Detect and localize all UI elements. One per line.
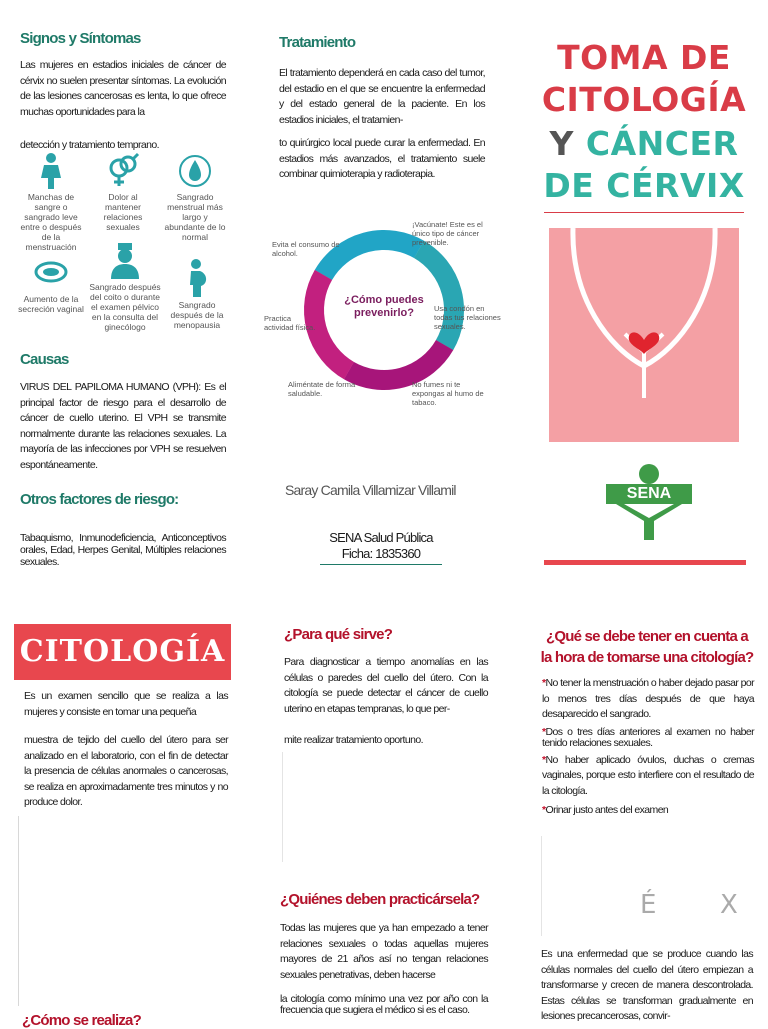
faded-title-letter: X xyxy=(720,890,738,920)
divider xyxy=(320,564,442,565)
org-name: SENA Salud Pública xyxy=(329,530,433,545)
causas-title: Causas xyxy=(20,351,69,368)
citologia-banner: CITOLOGÍA xyxy=(14,624,231,680)
sena-logo xyxy=(606,462,692,542)
symptom-item: Manchas de sangre o sangrado leve entre o después de la menstruación xyxy=(18,152,84,252)
prevention-item: No fumes ni te expongas al humo de tabaco. xyxy=(412,380,484,407)
para-que-title: ¿Para qué sirve? xyxy=(284,626,393,643)
prevention-item: Evita el consumo de alcohol. xyxy=(272,240,340,258)
list-item: *No tener la menstruación o haber dejado pasar por lo menos tres días después de que haya desaparecido el sangrado. xyxy=(542,677,754,720)
prevention-item: ¡Vacúnate! Este es el único tipo de cáncer prevenible. xyxy=(412,220,483,247)
signos-title: Signos y Síntomas xyxy=(20,30,141,47)
list-item: *Orinar justo antes del examen xyxy=(542,804,669,816)
causas-text: VIRUS DEL PAPILOMA HUMANO (VPH): Es el principal factor de riesgo para el desarrollo de cáncer de cuello uterino. El VPH se transmite normalmente durante las relaciones sexuales. La mayoría de las infecciones por VPH se resuelven espontáneamente. xyxy=(20,381,226,471)
divider xyxy=(541,836,542,936)
symptom-item: Sangrado menstrual más largo y abundante de lo normal xyxy=(162,152,228,242)
quienes-text: Todas las mujeres que ya han empezado a tener relaciones sexuales o todas aquellas mujeres mayores de 21 años así no tengan relaciones sexuales penetrativas, deben hacerse xyxy=(280,922,488,981)
cervix-graphic xyxy=(549,228,739,442)
list-item: *No haber aplicado óvulos, duchas o cremas vaginales, porque esto interfiere con el resultado de la citología. xyxy=(542,753,754,797)
symptoms-grid xyxy=(18,152,228,347)
cover-bottom-bar xyxy=(544,560,746,565)
requirements-list xyxy=(542,676,754,819)
prevention-wheel xyxy=(264,214,504,407)
symptom-item: Sangrado después del coito o durante el examen pélvico en la consulta del ginecólogo xyxy=(86,242,164,332)
cover-title-line4: DE CÉRVIX xyxy=(543,166,745,205)
faded-title-letter: É xyxy=(640,890,657,920)
gender-icon xyxy=(106,152,140,190)
quienes-text-cont: la citología como mínimo una vez por año con la frecuencia que sugiera el médico si es el caso. xyxy=(280,993,488,1016)
symptom-item: Aumento de la secreción vaginal xyxy=(18,252,84,314)
symptom-item: Dolor al mantener relaciones sexuales xyxy=(90,152,156,232)
cover-title-line3: Y CÁNCER xyxy=(549,124,739,163)
author-name: Saray Camila Villamizar Villamil xyxy=(285,482,456,498)
doctor-icon xyxy=(107,242,143,280)
sena-logo-text: SENA xyxy=(626,485,672,502)
divider xyxy=(282,752,283,862)
otros-text: Tabaquismo, Inmunodeficiencia, Anticonceptivos orales, Edad, Herpes Genital, Múltiples relaciones sexuales. xyxy=(20,532,226,568)
drop-icon xyxy=(178,152,212,190)
cancer-definition-text: Es una enfermedad que se produce cuando las células normales del cuello del útero empiezan a transformarse y crecen de manera descontrolada. Estas células se transforman gradualmente en lesiones precancerosas, convir- xyxy=(541,948,753,1022)
cover-title-line1: TOMA DE xyxy=(557,38,731,77)
list-item: *Dos o tres días anteriores al examen no haber tenido relaciones sexuales. xyxy=(542,725,754,749)
quienes-title: ¿Quiénes deben practicársela? xyxy=(280,891,480,908)
pad-icon xyxy=(33,252,69,292)
symptom-item: Sangrado después de la menopausia xyxy=(166,258,228,330)
tratamiento-text: El tratamiento dependerá en cada caso del tumor, del estadio en el que se encuentre la enfermedad y del estado general de la paciente. En los estadios iniciales, el tratamien- xyxy=(279,67,485,126)
pregnant-icon xyxy=(180,258,214,298)
woman-icon xyxy=(34,152,68,190)
cover-title-line2: CITOLOGÍA xyxy=(541,80,747,119)
para-que-text-cont: mite realizar tratamiento oportuno. xyxy=(284,734,423,746)
prevention-item: Aliméntate de forma saludable. xyxy=(288,380,356,398)
como-se-realiza-title: ¿Cómo se realiza? xyxy=(22,1012,141,1029)
cervix-illustration xyxy=(549,228,739,442)
para-que-text: Para diagnosticar a tiempo anomalías en las células o paredes del cuello del útero. Con la citología se puede detectar el cáncer de cuello uterino en etapas tempranas, lo que per- xyxy=(284,656,488,715)
signos-text-cont: detección y tratamiento temprano. xyxy=(20,139,159,151)
divider xyxy=(544,212,744,213)
otros-title: Otros factores de riesgo: xyxy=(20,491,179,508)
signos-text: Las mujeres en estadios iniciales de cáncer de cérvix no suelen presentar síntomas. La evolución de las lesiones cancerosas es lenta, lo que ofrece muchas oportunidades para la xyxy=(20,59,226,118)
prevention-item: Practica actividad física. xyxy=(264,314,316,332)
ficha-number: Ficha: 1835360 xyxy=(341,546,421,561)
citologia-text-cont: muestra de tejido del cuello del útero para ser analizado en el laboratorio, con el fin de detectar la presencia de células anormales o cancerosas, se realiza en aproximadamente tres minutos y no produce dolor. xyxy=(24,734,228,808)
tratamiento-text-cont: to quirúrgico local puede curar la enfermedad. En estadios más avanzados, el tratamiento suele combinar quimioterapia y radioterapia. xyxy=(279,137,485,180)
divider xyxy=(18,816,19,1006)
citologia-text: Es un examen sencillo que se realiza a las mujeres y consiste en tomar una pequeña xyxy=(24,690,228,718)
prevention-center-text: ¿Cómo puedes prevenirlo? xyxy=(344,294,424,319)
prevention-item: Usa condón en todas tus relaciones sexuales. xyxy=(434,304,501,331)
tratamiento-title: Tratamiento xyxy=(279,34,356,51)
que-tener-title: ¿Qué se debe tener en cuenta a la hora de tomarse una citología? xyxy=(540,628,754,666)
